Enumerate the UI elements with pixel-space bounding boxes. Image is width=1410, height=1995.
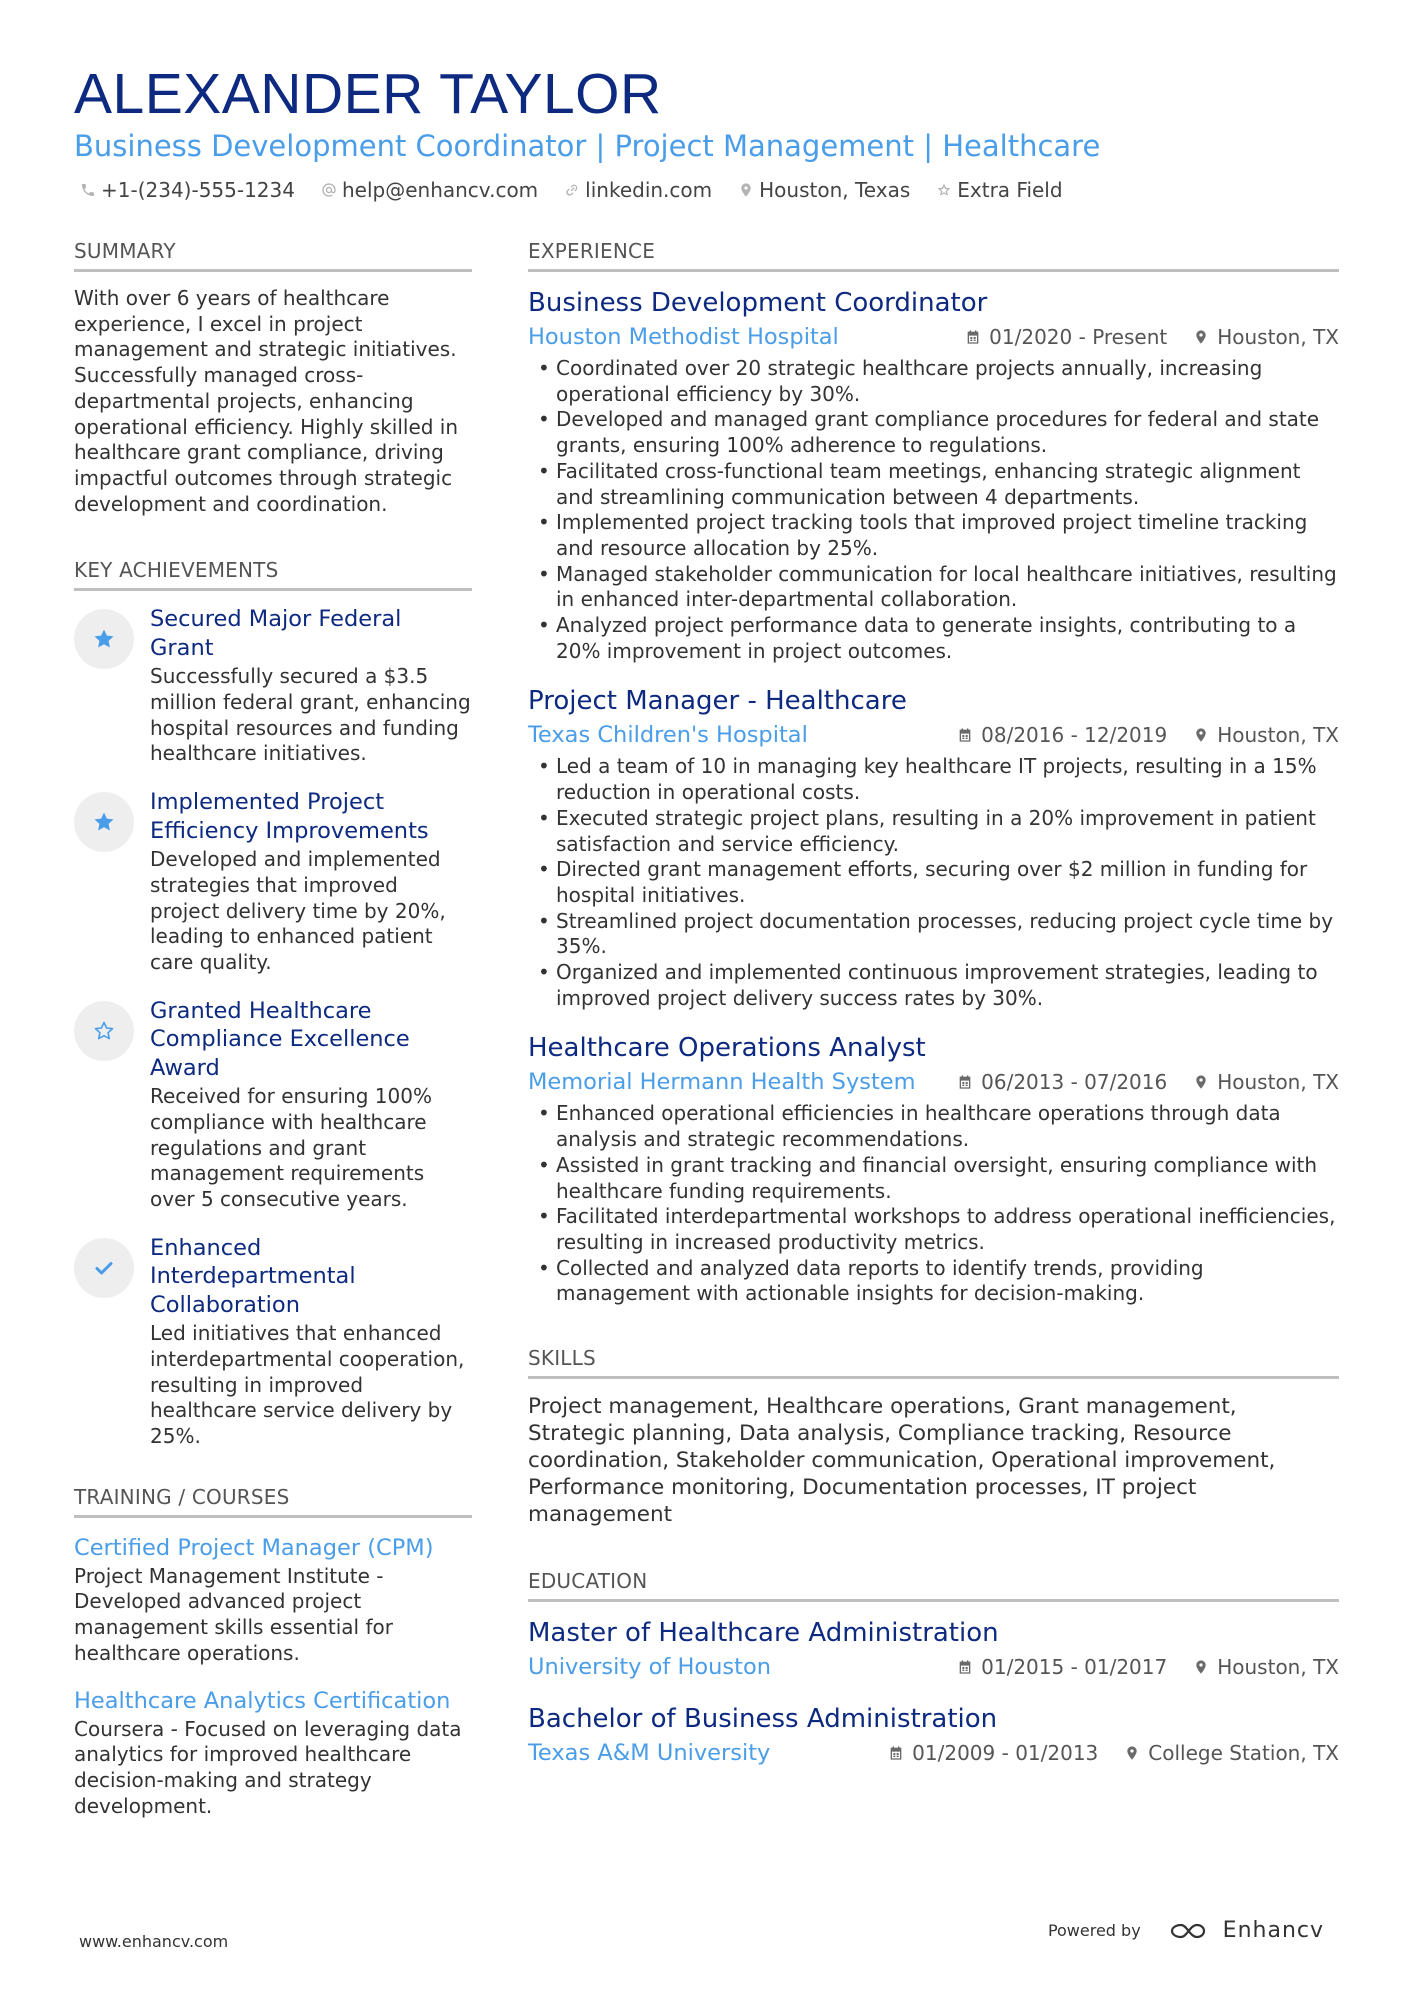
- education-dates: [957, 1655, 1167, 1679]
- contact-email-text: help@enhancv.com: [341, 178, 539, 202]
- job-location-text: Houston, TX: [1217, 325, 1339, 349]
- contact-phone: [80, 178, 295, 202]
- job-bullet: • Developed and managed grant compliance procedures for federal and state grants, ensuring 100% adherence to regulations.: [528, 407, 1339, 458]
- achievement-desc: Developed and implemented strategies that improved project delivery time by 20%, leading to enhanced patient care quality.: [150, 847, 446, 974]
- job-company: Texas Children's Hospital: [528, 722, 808, 749]
- location-icon: [1193, 329, 1209, 345]
- link-icon: [564, 182, 580, 198]
- education-section: [528, 1568, 1339, 1770]
- achievement-title: Implemented Project Efficiency Improvements: [150, 789, 429, 844]
- job-company: Houston Methodist Hospital: [528, 324, 839, 350]
- experience-title: EXPERIENCE: [528, 238, 1339, 272]
- star-outline-icon: [92, 1019, 116, 1043]
- summary-text: With over 6 years of healthcare experience, I excel in project management and strategic initiatives. Successfully managed cross-departmental projects, enhancing operational efficiency. Highly skilled in healthcare grant compliance, driving impactful outcomes through strategic development and coordination.: [74, 286, 459, 516]
- achievements-section: [74, 557, 472, 1449]
- calendar-icon: [957, 727, 973, 743]
- job-bullet: • Collected and analyzed data reports to identify trends, providing management with actionable insights for decision-making.: [528, 1256, 1339, 1307]
- location-icon: [1193, 1074, 1209, 1090]
- star-filled-icon: [92, 627, 116, 651]
- education-dates: [888, 1741, 1098, 1765]
- right-column: [528, 238, 1339, 1788]
- enhancv-logo-text: Enhancv: [1222, 1918, 1324, 1943]
- job-location: [1193, 1070, 1339, 1094]
- job-bullet: • Coordinated over 20 strategic healthcare projects annually, increasing operational efficiency by 30%.: [528, 356, 1339, 407]
- job-bullet: • Facilitated interdepartmental workshops to address operational inefficiencies, resulting in increased productivity metrics.: [528, 1204, 1339, 1255]
- at-icon: [321, 182, 337, 198]
- education-location: [1124, 1741, 1339, 1765]
- job-title: Healthcare Operations Analyst: [528, 1033, 926, 1064]
- achievement-item: [74, 605, 472, 767]
- job-dates: [957, 723, 1167, 747]
- education-location: [1193, 1655, 1339, 1679]
- education-subheader: [528, 1736, 1339, 1770]
- job-bullets: [528, 1101, 1339, 1307]
- education-dates-text: 01/2015 - 01/2017: [981, 1655, 1168, 1680]
- achievement-item: [74, 1234, 472, 1450]
- job-dates: [957, 1070, 1167, 1094]
- achievement-title: Secured Major Federal Grant: [150, 606, 402, 661]
- job-dates-text: 01/2020 - Present: [989, 325, 1168, 349]
- achievement-desc: Successfully secured a $3.5 million federal grant, enhancing hospital resources and funding healthcare initiatives.: [150, 664, 471, 766]
- training-title: TRAINING / COURSES: [74, 1484, 472, 1518]
- training-section: [74, 1484, 472, 1820]
- contact-extra: [936, 178, 1062, 202]
- footer-website[interactable]: www.enhancv.com: [79, 1932, 229, 1951]
- job-bullet: • Assisted in grant tracking and financial oversight, ensuring compliance with healthcare funding requirements.: [528, 1153, 1339, 1204]
- education-meta: [888, 1741, 1339, 1765]
- skills-section: [528, 1345, 1339, 1528]
- contact-linkedin: [564, 178, 712, 202]
- achievement-title: Granted Healthcare Compliance Excellence Award: [150, 997, 410, 1081]
- course-title: Certified Project Manager (CPM): [74, 1534, 434, 1561]
- contact-phone-text: +1-(234)-555-1234: [101, 178, 295, 202]
- job-bullet: • Enhanced operational efficiencies in healthcare operations through data analysis and strategic recommendations.: [528, 1101, 1339, 1152]
- education-degree: Master of Healthcare Administration: [528, 1618, 999, 1649]
- contact-linkedin-text: linkedin.com: [585, 178, 713, 202]
- headline: Business Development Coordinator | Project Management | Healthcare: [74, 129, 1101, 163]
- achievement-title: Enhanced Interdepartmental Collaboration: [150, 1234, 356, 1318]
- achievement-item: [74, 788, 472, 976]
- job-subheader: [528, 1065, 1339, 1099]
- calendar-icon: [957, 1659, 973, 1675]
- powered-by-label: Powered by: [1047, 1921, 1141, 1940]
- achievement-icon-wrap: [74, 609, 134, 669]
- calendar-icon: [957, 1074, 973, 1090]
- experience-section: [528, 238, 1339, 1307]
- achievement-item: [74, 997, 472, 1213]
- skills-text: Project management, Healthcare operations, Grant management, Strategic planning, Data analysis, Compliance tracking, Resource coordination, Stakeholder communication, Operational improvement, Performance monitoring, Documentation processes, IT project management: [528, 1394, 1276, 1528]
- job-bullet: • Executed strategic project plans, resulting in a 20% improvement in patient satisfaction and service efficiency.: [528, 806, 1339, 857]
- job-bullet: • Implemented project tracking tools that improved project timeline tracking and resource allocation by 25%.: [528, 510, 1339, 561]
- calendar-icon: [965, 329, 981, 345]
- footer-branding: [1048, 1918, 1324, 1943]
- education-title: EDUCATION: [528, 1568, 1339, 1602]
- location-icon: [1193, 1659, 1209, 1675]
- course-title: Healthcare Analytics Certification: [74, 1687, 451, 1714]
- job-bullets: [528, 356, 1339, 664]
- enhancv-logo[interactable]: [1167, 1918, 1324, 1943]
- course-desc: Project Management Institute - Developed advanced project management skills essential for healthcare operations.: [74, 1563, 393, 1665]
- contact-extra-text: Extra Field: [957, 178, 1063, 202]
- job-meta: [957, 1070, 1339, 1094]
- achievement-icon-wrap: [74, 1238, 134, 1298]
- job-meta: [957, 723, 1339, 747]
- skills-title: SKILLS: [528, 1345, 1339, 1379]
- job-dates-text: 06/2013 - 07/2016: [981, 1070, 1168, 1095]
- job-bullets: [528, 754, 1339, 1011]
- job-location-text: Houston, TX: [1217, 1070, 1339, 1095]
- location-icon: [738, 182, 754, 198]
- location-icon: [1193, 727, 1209, 743]
- summary-section: [74, 238, 472, 517]
- contact-email: [321, 178, 538, 202]
- check-icon: [92, 1256, 116, 1280]
- job-bullet: • Managed stakeholder communication for local healthcare initiatives, resulting in enhanced inter-departmental collaboration.: [528, 562, 1339, 613]
- contact-bar: [80, 178, 1089, 202]
- job-subheader: [528, 320, 1339, 354]
- job-bullet: • Directed grant management efforts, securing over $2 million in funding for hospital initiatives.: [528, 857, 1339, 908]
- course-item: [74, 1685, 472, 1820]
- education-location-text: College Station, TX: [1148, 1741, 1339, 1766]
- star-icon: [936, 182, 952, 198]
- job-location-text: Houston, TX: [1217, 723, 1339, 748]
- enhancv-logo-icon: [1167, 1919, 1213, 1943]
- job-entry: [528, 286, 1339, 664]
- job-location: [1193, 723, 1339, 747]
- job-dates: [965, 325, 1167, 349]
- education-subheader: [528, 1650, 1339, 1684]
- job-title: Project Manager - Healthcare: [528, 686, 907, 717]
- achievement-desc: Received for ensuring 100% compliance with healthcare regulations and grant management requirements over 5 consecutive years.: [150, 1084, 432, 1211]
- achievements-title: KEY ACHIEVEMENTS: [74, 557, 472, 591]
- contact-location: [738, 178, 910, 202]
- job-meta: [965, 325, 1339, 349]
- course-desc: Coursera - Focused on leveraging data analytics for improved healthcare decision-making and strategy development.: [74, 1716, 462, 1818]
- education-meta: [957, 1655, 1339, 1679]
- achievement-desc: Led initiatives that enhanced interdepartmental cooperation, resulting in improved healthcare service delivery by 25%.: [150, 1321, 465, 1448]
- course-item: [74, 1532, 472, 1667]
- education-dates-text: 01/2009 - 01/2013: [912, 1741, 1099, 1766]
- job-subheader: [528, 718, 1339, 752]
- education-entry: [528, 1702, 1339, 1770]
- job-title: Business Development Coordinator: [528, 288, 988, 318]
- job-bullet: • Analyzed project performance data to generate insights, contributing to a 20% improvement in project outcomes.: [528, 613, 1339, 664]
- phone-icon: [80, 182, 96, 198]
- job-bullet: • Led a team of 10 in managing key healthcare IT projects, resulting in a 15% reduction in operational costs.: [528, 754, 1339, 805]
- job-entry: [528, 1031, 1339, 1307]
- job-company: Memorial Hermann Health System: [528, 1069, 916, 1096]
- education-location-text: Houston, TX: [1217, 1655, 1339, 1680]
- candidate-name: ALEXANDER TAYLOR: [74, 62, 662, 126]
- education-entry: [528, 1616, 1339, 1684]
- education-degree: Bachelor of Business Administration: [528, 1704, 998, 1735]
- job-bullet: • Organized and implemented continuous improvement strategies, leading to improved project delivery success rates by 30%.: [528, 960, 1339, 1011]
- achievement-icon-wrap: [74, 792, 134, 852]
- location-icon: [1124, 1745, 1140, 1761]
- job-entry: [528, 684, 1339, 1011]
- job-location: [1193, 325, 1339, 349]
- education-school: University of Houston: [528, 1654, 772, 1681]
- achievement-icon-wrap: [74, 1001, 134, 1061]
- summary-title: SUMMARY: [74, 238, 472, 272]
- job-bullet: • Facilitated cross-functional team meetings, enhancing strategic alignment and streamlining communication between 4 departments.: [528, 459, 1339, 510]
- job-bullet: • Streamlined project documentation processes, reducing project cycle time by 35%.: [528, 909, 1339, 960]
- star-filled-icon: [92, 810, 116, 834]
- education-school: Texas A&M University: [528, 1740, 771, 1767]
- calendar-icon: [888, 1745, 904, 1761]
- left-column: [74, 238, 472, 1837]
- contact-location-text: Houston, Texas: [759, 178, 911, 202]
- job-dates-text: 08/2016 - 12/2019: [981, 723, 1168, 748]
